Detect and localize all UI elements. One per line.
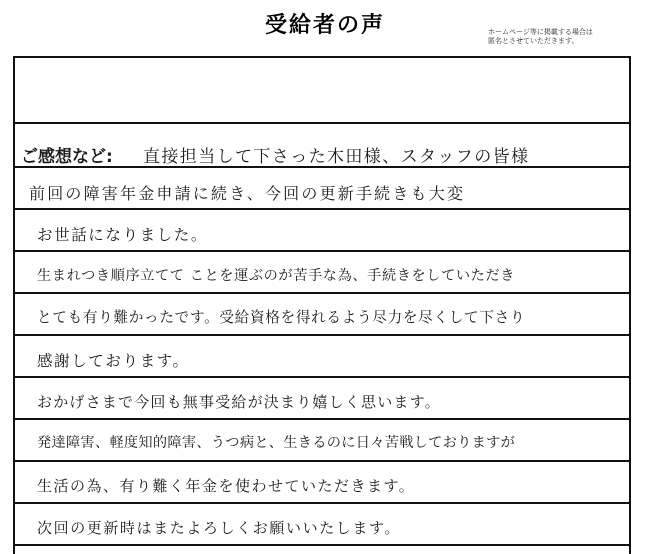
anonymity-note: [488, 28, 648, 46]
row-1: [15, 124, 629, 168]
row-6: [15, 336, 629, 378]
handwritten-line-5: とても有り難かったです。受給資格を得れるよう尽力を尽くして下さり: [37, 309, 526, 326]
note-line-2: 匿名とさせていただきます。: [488, 37, 579, 45]
handwritten-line-9: 生活の為、有り難く年金を使わせていただきます。: [37, 477, 416, 495]
row-8: [15, 420, 629, 462]
row-9: [15, 462, 629, 504]
handwritten-line-3: お世話になりました。: [37, 226, 209, 244]
blank-row: [15, 58, 629, 124]
ruled-sheet: [13, 56, 631, 554]
row-3: [15, 210, 629, 252]
note-line-1: ホームページ等に掲載する場合は: [488, 28, 593, 36]
handwritten-line-6: 感謝しております。: [37, 352, 190, 370]
row-4: [15, 252, 629, 294]
handwritten-line-10: 次回の更新時はまたよろしくお願いいたします。: [37, 519, 402, 537]
handwritten-line-2: 前回の障害年金申請に続き、今回の更新手続きも大変: [29, 184, 466, 203]
handwritten-line-1: 直接担当して下さった木田様、スタッフの皆様: [143, 147, 530, 167]
row-10: [15, 504, 629, 546]
row-5: [15, 294, 629, 336]
comments-label: ご感想など:: [21, 147, 113, 167]
row-7: [15, 378, 629, 420]
handwritten-line-8: 発達障害、軽度知的障害、うつ病と、生きるのに日々苦戦しておりますが: [37, 435, 516, 451]
page-title: 受給者の声: [264, 13, 385, 38]
row-2: [15, 168, 629, 210]
handwritten-line-7: おかげさまで今回も無事受給が決まり嬉しく思います。: [37, 393, 441, 411]
handwritten-line-4: 生まれつき順序立てて ことを運ぶのが苦手な為、手続きをしていただき: [37, 268, 516, 284]
